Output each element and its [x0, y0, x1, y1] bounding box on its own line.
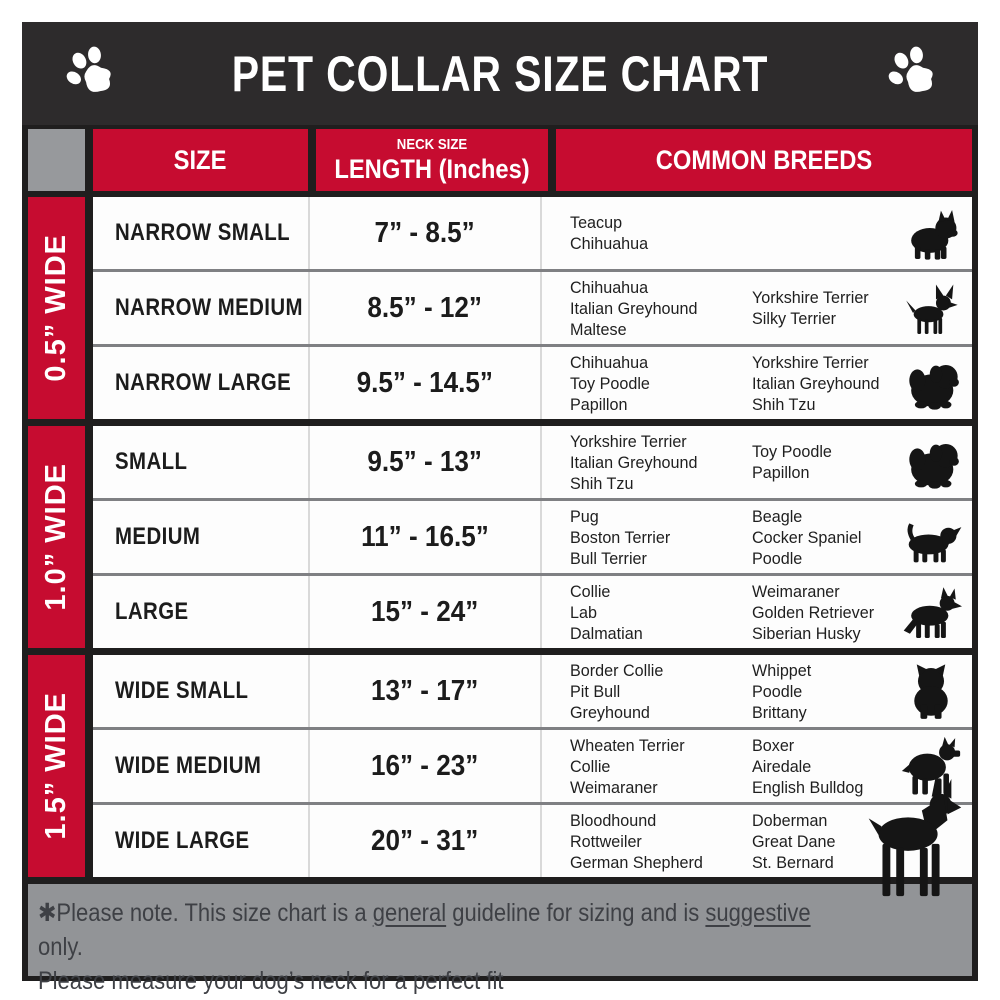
size-cell	[93, 576, 308, 648]
length-cell	[308, 272, 540, 344]
corner-cell	[28, 129, 85, 191]
size-cell	[93, 426, 308, 498]
page-title: PET COLLAR SIZE CHART	[231, 45, 769, 102]
breed-name: Yorkshire Terrier	[752, 288, 869, 307]
breed-name: Shih Tzu	[570, 473, 634, 493]
breed-name: Great Dane	[752, 831, 836, 851]
footnote-underlined-word: general	[372, 899, 447, 927]
size-value: NARROW LARGE	[115, 369, 292, 396]
breed-name: Weimaraner	[752, 581, 840, 601]
neck-size-label: NECK SIZE	[396, 135, 468, 153]
paw-print-icon	[882, 42, 946, 106]
length-cell	[308, 655, 540, 727]
breed-name: Wheaten Terrier	[570, 735, 685, 755]
table-body	[28, 197, 972, 877]
breed-name: Yorkshire Terrier	[570, 431, 687, 451]
size-chart-table	[22, 125, 978, 995]
footnote-underlined-word: suggestive	[705, 899, 811, 927]
size-value: SMALL	[115, 448, 188, 475]
footnote	[28, 884, 972, 995]
length-label: LENGTH (Inches)	[334, 153, 530, 184]
width-group	[28, 426, 972, 648]
size-value: WIDE MEDIUM	[115, 752, 262, 779]
breed-name: Bloodhound	[570, 810, 657, 830]
size-chart-sheet	[22, 22, 978, 995]
breed-name: Doberman	[752, 810, 828, 830]
breeds-cell	[540, 576, 972, 648]
breeds-cell	[540, 272, 972, 344]
breeds-column-a	[570, 431, 743, 494]
size-cell	[93, 272, 308, 344]
breeds-cell	[540, 655, 972, 727]
breed-name: Greyhound	[570, 702, 650, 722]
footnote-line-2: Please measure your dog’s neck for a perfect fit	[38, 967, 504, 995]
length-cell	[308, 805, 540, 877]
breed-name: Papillon	[752, 463, 810, 482]
column-header-length	[316, 129, 548, 191]
breeds-column-b	[752, 581, 914, 644]
breed-name: Bull Terrier	[570, 548, 647, 568]
breed-name: Brittany	[752, 702, 807, 722]
bulldog-icon	[900, 660, 962, 722]
yorkie-icon	[900, 202, 962, 264]
table-row	[93, 501, 972, 573]
breed-name: German Shepherd	[570, 852, 703, 872]
breeds-column-label: COMMON BREEDS	[655, 144, 873, 175]
group-rows	[93, 426, 972, 648]
german-shepherd-icon	[900, 581, 962, 643]
breeds-column-a	[570, 581, 743, 644]
breed-name: Chihuahua	[570, 234, 649, 253]
breeds-column-a	[570, 810, 743, 873]
footnote-line-1	[38, 896, 860, 964]
breed-name: Boxer	[752, 735, 795, 755]
breeds-column-b	[752, 287, 914, 329]
breeds-column-b	[752, 441, 914, 483]
width-strip	[28, 197, 85, 419]
breed-name: Pit Bull	[570, 681, 621, 701]
length-cell	[308, 426, 540, 498]
group-rows	[93, 655, 972, 877]
breed-name: Italian Greyhound	[570, 298, 698, 318]
length-cell	[308, 347, 540, 419]
beagle-icon	[900, 506, 962, 568]
table-row	[93, 426, 972, 498]
table-row	[93, 272, 972, 344]
breed-name: Maltese	[570, 319, 627, 339]
width-label: 0.5” WIDE	[40, 234, 72, 382]
size-value: LARGE	[115, 598, 189, 625]
breed-name: Papillon	[570, 394, 628, 414]
table-row	[93, 347, 972, 419]
size-cell	[93, 805, 308, 877]
breed-name: Border Collie	[570, 660, 664, 680]
size-value: MEDIUM	[115, 523, 201, 550]
size-cell	[93, 501, 308, 573]
breed-name: Beagle	[752, 506, 803, 526]
breed-name: Silky Terrier	[752, 309, 837, 328]
length-value: 13” - 17”	[371, 674, 479, 707]
size-cell	[93, 197, 308, 269]
breeds-cell	[540, 501, 972, 573]
size-value: NARROW SMALL	[115, 219, 291, 246]
breed-name: Shih Tzu	[752, 394, 816, 414]
width-strip	[28, 426, 85, 648]
breed-name: Siberian Husky	[752, 623, 861, 643]
breed-name: Chihuahua	[570, 352, 649, 372]
size-cell	[93, 347, 308, 419]
breed-name: Rottweiler	[570, 831, 642, 851]
group-rows	[93, 197, 972, 419]
width-group	[28, 197, 972, 419]
length-value: 15” - 24”	[371, 595, 479, 628]
length-value: 9.5” - 14.5”	[356, 366, 494, 399]
breed-name: Lab	[570, 602, 597, 622]
length-value: 9.5” - 13”	[367, 445, 483, 478]
breed-name: English Bulldog	[752, 777, 864, 797]
breed-name: Toy Poodle	[752, 442, 832, 461]
breed-name: Whippet	[752, 660, 812, 680]
table-row	[93, 655, 972, 727]
width-label: 1.0” WIDE	[40, 463, 72, 611]
breed-name: Dalmatian	[570, 623, 643, 643]
breed-name: Collie	[570, 581, 611, 601]
breed-name: Poodle	[752, 548, 803, 568]
breed-name: Pug	[570, 506, 599, 526]
breeds-column-a	[570, 212, 743, 254]
breeds-column-a	[570, 735, 743, 798]
length-value: 7” - 8.5”	[374, 216, 476, 249]
breed-name: Chihuahua	[570, 277, 649, 297]
breed-name: Collie	[570, 756, 611, 776]
shih-tzu-icon	[900, 352, 962, 414]
breed-name: Teacup	[570, 213, 623, 232]
column-header-breeds	[556, 129, 972, 191]
size-value: NARROW MEDIUM	[115, 294, 303, 321]
breed-name: Italian Greyhound	[570, 452, 698, 472]
length-cell	[308, 576, 540, 648]
breed-name: Airedale	[752, 756, 812, 776]
header-band	[22, 22, 978, 125]
width-strip	[28, 655, 85, 877]
length-value: 8.5” - 12”	[367, 291, 483, 324]
table-row	[93, 197, 972, 269]
breed-name: Cocker Spaniel	[752, 527, 862, 547]
chihuahua-icon	[900, 277, 962, 339]
breeds-column-b	[752, 352, 914, 415]
breed-name: Weimaraner	[570, 777, 658, 797]
length-value: 20” - 31”	[371, 824, 479, 857]
breeds-column-a	[570, 352, 743, 415]
size-value: WIDE SMALL	[115, 677, 249, 704]
length-cell	[308, 730, 540, 802]
footnote-text: ✱Please note. This size chart is a	[38, 899, 373, 927]
size-column-label: SIZE	[174, 144, 227, 175]
pekingese-icon	[900, 431, 962, 493]
breed-name: Boston Terrier	[570, 527, 671, 547]
length-cell	[308, 197, 540, 269]
breeds-column-b	[752, 660, 914, 723]
size-cell	[93, 655, 308, 727]
width-label: 1.5” WIDE	[40, 692, 72, 840]
breed-name: Italian Greyhound	[752, 373, 880, 393]
size-value: WIDE LARGE	[115, 827, 250, 854]
footnote-text: guideline for sizing and is	[446, 899, 706, 927]
footnote-text: only.	[38, 899, 817, 961]
breeds-column-a	[570, 277, 743, 340]
breeds-cell	[540, 805, 972, 877]
breed-name: Poodle	[752, 681, 803, 701]
column-header-size	[93, 129, 308, 191]
length-value: 16” - 23”	[371, 749, 479, 782]
breed-name: St. Bernard	[752, 852, 834, 872]
breeds-column-a	[570, 506, 743, 569]
length-value: 11” - 16.5”	[361, 520, 489, 553]
width-group	[28, 655, 972, 877]
breeds-cell	[540, 426, 972, 498]
table-row	[93, 730, 972, 802]
table-row	[93, 805, 972, 877]
length-cell	[308, 501, 540, 573]
table-row	[93, 576, 972, 648]
breed-name: Yorkshire Terrier	[752, 352, 869, 372]
breed-name: Toy Poodle	[570, 373, 650, 393]
breeds-column-b	[752, 506, 914, 569]
breeds-column-a	[570, 660, 743, 723]
table-header-row	[28, 129, 972, 191]
size-cell	[93, 730, 308, 802]
doberman-icon	[862, 775, 962, 903]
breed-name: Golden Retriever	[752, 602, 875, 622]
breeds-cell	[540, 347, 972, 419]
breeds-cell	[540, 197, 972, 269]
